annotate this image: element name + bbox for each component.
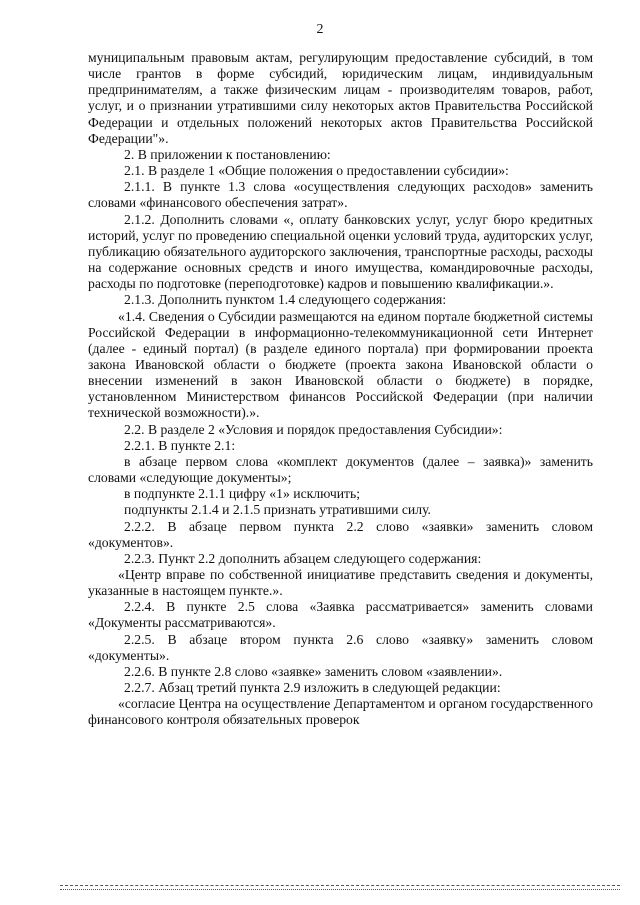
page-number: 2 <box>316 22 324 37</box>
paragraph-subitem-2-1-1: в подпункте 2.1.1 цифру «1» исключить; <box>124 486 361 502</box>
paragraph-first-abzac: в абзаце первом слова «комплект документов (далее – заявка)» заменить словами «следующие документы»; <box>88 453 593 486</box>
paragraph-item-2-2-3: 2.2.3. Пункт 2.2 дополнить абзацем следующего содержания: <box>124 550 482 566</box>
scan-edge-line-secondary <box>60 889 620 890</box>
paragraph-item-2-1: 2.1. В разделе 1 «Общие положения о предоставлении субсидии»: <box>124 163 509 179</box>
paragraph-item-2-2: 2.2. В разделе 2 «Условия и порядок предоставления Субсидии»: <box>124 421 503 437</box>
paragraph-quote-consent: «согласие Центра на осуществление Департаментом и органом государственного финансового контроля обязательных проверок <box>88 696 593 728</box>
scan-edge-line <box>60 885 620 886</box>
paragraph-item-2-2-2: 2.2.2. В абзаце первом пункта 2.2 слово «заявки» заменить словом «документов». <box>88 518 593 550</box>
paragraph-item-2-2-1: 2.2.1. В пункте 2.1: <box>124 437 236 453</box>
paragraph-item-2-2-7: 2.2.7. Абзац третий пункта 2.9 изложить в следующей редакции: <box>124 680 501 696</box>
paragraph-item-2-2-4: 2.2.4. В пункте 2.5 слова «Заявка рассматривается» заменить словами «Документы рассматриваются». <box>88 599 593 631</box>
document-body <box>88 50 593 729</box>
paragraph-item-2-1-2: 2.1.2. Дополнить словами «, оплату банковских услуг, услуг бюро кредитных историй, услуг по проведению специальной оценки условий труда, аудиторских услуг, публикацию обязательного аудиторского заключения, транспортные расходы, расходы на содержание основных средств и иного имущества, командировочные расходы, расходы по подготовке (переподготовке) кадров и повышению квалификации.». <box>88 211 593 292</box>
paragraph-quote-1-4: «1.4. Сведения о Субсидии размещаются на едином портале бюджетной системы Российской Федерации в информационно-телекоммуникационной сети Интернет (далее - единый портал) (в разделе единого портала) при формировании проекта закона Ивановской области о бюджете (проекта закона Ивановской области о внесении изменений в закон Ивановской области о бюджете) в порядке, установленном Министерством финансов Российской Федерации (при наличии технической возможности).». <box>88 308 593 421</box>
paragraph-continuation: муниципальным правовым актам, регулирующим предоставление субсидий, в том числе грантов в форме субсидий, юридическим лицам, индивидуальным предпринимателям, а также физическим лицам - производителям товаров, работ, услуг, и о признании утратившими силу некоторых актов Правительства Российской Федерации и отдельных положений некоторых актов Правительства Российской Федерации"». <box>88 50 593 146</box>
paragraph-item-2-1-3: 2.1.3. Дополнить пунктом 1.4 следующего содержания: <box>124 292 447 308</box>
paragraph-subitems-2-1-4-2-1-5: подпункты 2.1.4 и 2.1.5 признать утратившими силу. <box>124 502 431 518</box>
paragraph-item-2-2-5: 2.2.5. В абзаце втором пункта 2.6 слово «заявку» заменить словом «документы». <box>88 631 593 663</box>
paragraph-item-2-1-1: 2.1.1. В пункте 1.3 слова «осуществления следующих расходов» заменить словами «финансового обеспечения затрат». <box>88 179 593 211</box>
paragraph-item-2-2-6: 2.2.6. В пункте 2.8 слово «заявке» заменить словом «заявлении». <box>124 663 503 679</box>
paragraph-item-2: 2. В приложении к постановлению: <box>124 146 331 162</box>
paragraph-quote-center: «Центр вправе по собственной инициативе представить сведения и документы, указанные в настоящем пункте.». <box>88 567 593 599</box>
